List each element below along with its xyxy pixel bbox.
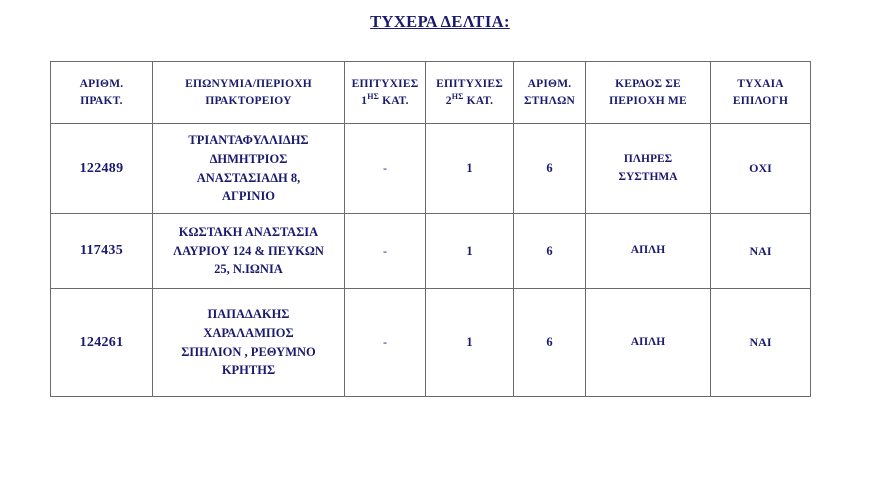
page-title: ΤΥΧΕΡΑ ΔΕΛΤΙΑ:: [370, 12, 510, 31]
agency-name-line: ΛΑΥΡΙΟΥ 124 & ΠΕΥΚΩΝ: [173, 243, 324, 258]
table-row: [51, 289, 811, 397]
prize-type-line: ΠΛΗΡΕΣ: [623, 153, 673, 166]
agency-name-line: ΔΗΜΗΤΡΙΟΣ: [209, 151, 288, 166]
header-line-2b: ΚΑΤ.: [379, 94, 409, 107]
prize-type-line: ΣΥΣΤΗΜΑ: [618, 170, 678, 183]
column-header-random-pick: [711, 62, 811, 124]
agency-name-line: ΣΠΗΛΙΟΝ , ΡΕΘΥΜΝΟ: [181, 344, 316, 359]
header-line-1: ΕΠΩΝΥΜΙΑ/ΠΕΡΙΟΧΗ: [185, 77, 312, 90]
cell-columns: 6: [514, 214, 586, 289]
header-line-2: ΠΡΑΚΤ.: [80, 94, 123, 107]
agency-name-line: ΚΩΣΤΑΚΗ ΑΝΑΣΤΑΣΙΑ: [178, 224, 319, 239]
table-header-row: [51, 62, 811, 124]
agency-name-line: 25, Ν.ΙΩΝΙΑ: [214, 262, 283, 277]
table-row: [51, 214, 811, 289]
header-line-1: ΕΠΙΤΥΧΙΕΣ: [351, 77, 419, 90]
header-line-2: ΕΠΙΛΟΓΗ: [732, 94, 789, 107]
cell-columns: 6: [514, 124, 586, 214]
agency-name-line: ΧΑΡΑΛΑΜΠΟΣ: [203, 325, 294, 340]
lottery-table-wrapper: [50, 61, 810, 397]
cell-random-pick: ΟΧΙ: [711, 124, 811, 214]
cell-prize-type: [586, 124, 711, 214]
cell-agency-name: [153, 214, 345, 289]
cell-wins-second: 1: [426, 289, 514, 397]
header-line-2: ΣΤΗΛΩΝ: [523, 94, 576, 107]
prize-type-line: ΑΠΛΗ: [630, 335, 666, 348]
cell-prize-type: [586, 289, 711, 397]
lottery-table: [50, 61, 811, 397]
header-line-1: ΤΥΧΑΙΑ: [737, 77, 784, 90]
header-line-1: ΑΡΙΘΜ.: [527, 77, 572, 90]
agency-name-line: ΚΡΗΤΗΣ: [221, 363, 276, 378]
column-header-agency-number: [51, 62, 153, 124]
cell-agency-number: 124261: [51, 289, 153, 397]
cell-wins-second: 1: [426, 124, 514, 214]
header-sup: ΗΣ: [367, 91, 380, 101]
table-row: [51, 124, 811, 214]
header-line-1: ΑΡΙΘΜ.: [79, 77, 124, 90]
cell-random-pick: ΝΑΙ: [711, 214, 811, 289]
column-header-columns: [514, 62, 586, 124]
agency-name-line: ΑΝΑΣΤΑΣΙΑΔΗ 8,: [196, 170, 301, 185]
agency-name-line: ΠΑΠΑΔΑΚΗΣ: [207, 307, 290, 321]
column-header-agency-name: [153, 62, 345, 124]
column-header-wins-second: [426, 62, 514, 124]
header-line-2: ΠΡΑΚΤΟΡΕΙΟΥ: [205, 94, 292, 107]
cell-wins-first: -: [345, 214, 426, 289]
prize-type-line: ΑΠΛΗ: [630, 244, 666, 257]
header-sup: ΗΣ: [451, 91, 464, 101]
cell-random-pick: ΝΑΙ: [711, 289, 811, 397]
header-line-2b: ΚΑΤ.: [463, 94, 494, 107]
cell-wins-first: -: [345, 289, 426, 397]
table-header: [51, 62, 811, 124]
cell-agency-number: 122489: [51, 124, 153, 214]
header-line-2: ΠΕΡΙΟΧΗ ΜΕ: [609, 94, 687, 107]
column-header-prize-type: [586, 62, 711, 124]
column-header-wins-first: [345, 62, 426, 124]
cell-prize-type: [586, 214, 711, 289]
cell-wins-second: 1: [426, 214, 514, 289]
cell-columns: 6: [514, 289, 586, 397]
document-page: [0, 12, 880, 491]
header-line-1: ΚΕΡΔΟΣ ΣΕ: [615, 77, 681, 90]
header-line-2: 1: [361, 94, 368, 107]
cell-agency-name: [153, 289, 345, 397]
cell-agency-number: 117435: [51, 214, 153, 289]
table-body: [51, 124, 811, 397]
cell-agency-name: [153, 124, 345, 214]
agency-name-line: ΤΡΙΑΝΤΑΦΥΛΛΙΔΗΣ: [188, 133, 309, 147]
header-line-1: ΕΠΙΤΥΧΙΕΣ: [436, 77, 503, 90]
header-line-2: 2: [445, 94, 452, 107]
cell-wins-first: -: [345, 124, 426, 214]
agency-name-line: ΑΓΡΙΝΙΟ: [221, 189, 276, 204]
